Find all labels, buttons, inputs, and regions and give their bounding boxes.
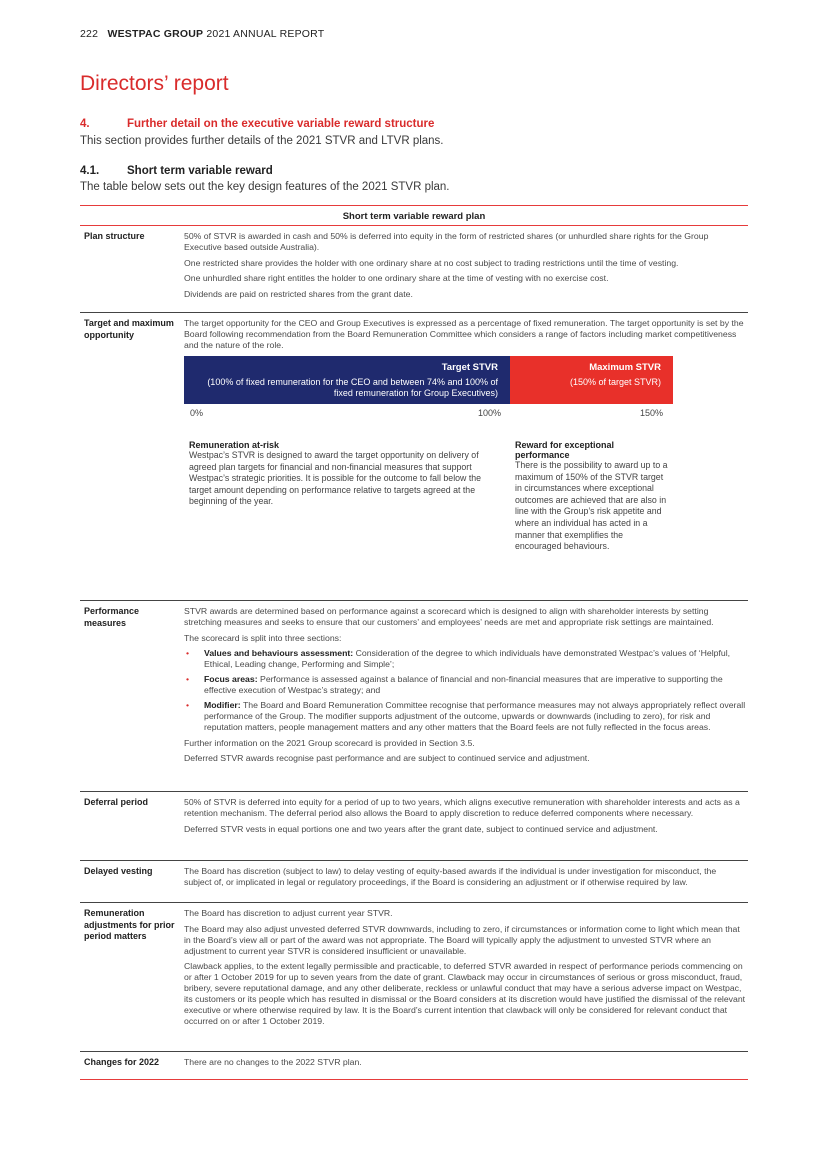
running-header	[80, 28, 324, 40]
list-item-heading: Focus areas:	[204, 674, 258, 684]
list-item-heading: Values and behaviours assessment:	[204, 648, 354, 658]
row-label-performance: Performance measures	[84, 606, 140, 628]
remuneration-at-risk-text: Westpac’s STVR is designed to award the target opportunity on delivery of agreed plan targets for financial and non-financial measures that support Westpac’s strategic priorities. It is possible for the outcome to fall below the target amount depending on performance relative to targets agreed at the beginning of the year.	[189, 450, 482, 507]
list-item-text: Consideration of the degree to which individuals have demonstrated Westpac’s values of ‘Helpful, Ethical, Leading change, Performing and Simple’;	[204, 648, 731, 669]
paragraph: The target opportunity for the CEO and Group Executives is expressed as a percentage of fixed remuneration. The target opportunity is set by the Board following recommendation from the Board Remuneration Committee which considers a range of factors including market competitiveness and the nature of the role.	[184, 318, 744, 350]
row-text-delayed	[184, 866, 746, 893]
remuneration-at-risk-block	[189, 440, 497, 508]
subsection-heading	[80, 165, 273, 177]
target-stvr-desc: (100% of fixed remuneration for the CEO and between 74% and 100% of fixed remuneration for Group Executives)	[207, 377, 498, 398]
list-item	[184, 700, 746, 733]
row-text-adjustments	[184, 908, 746, 1032]
maximum-stvr-desc: (150% of target STVR)	[569, 377, 661, 387]
page-title: Directors’ report	[80, 72, 229, 95]
table-title: Short term variable reward plan	[342, 211, 486, 222]
page-number: 222	[80, 28, 99, 40]
section-intro: This section provides further details of the 2021 STVR and LTVR plans.	[80, 135, 444, 147]
paragraph: Deferred STVR awards recognise past performance and are subject to continued service and adjustment.	[184, 753, 590, 763]
maximum-stvr-bar	[510, 356, 673, 404]
row-divider	[80, 312, 748, 313]
maximum-stvr-title: Maximum STVR	[589, 362, 661, 373]
row-divider	[80, 791, 748, 792]
subsection-title: Short term variable reward	[127, 165, 273, 177]
bullet-icon: •	[186, 674, 190, 684]
table-bottom-rule	[80, 1079, 748, 1080]
paragraph: Clawback applies, to the extent legally permissible and practicable, to deferred STVR awarded in respect of performance periods commencing on or after 1 October 2019 for up to seven years from the date of grant. Clawback may occur in circumstances of serious or gross misconduct, fraud, bribery, severe reputational damage, and any other deliberate, reckless or unlawful conduct that may have a serious adverse impact on Westpac, its customers or its people which has resulted in dismissal or the Board considers at its discretion would have justified the dismissal of the relevant executive or where otherwise required by law. It is the Board’s current intention that clawback will only be considered for relevant conduct that occurred on or after 1 October 2019.	[184, 961, 746, 1026]
company-name: WESTPAC GROUP	[107, 28, 204, 40]
bullet-icon: •	[186, 648, 190, 658]
paragraph: One restricted share provides the holder with one ordinary share at no cost subject to trading restrictions until the time of vesting.	[184, 257, 679, 268]
paragraph: Dividends are paid on restricted shares from the grant date.	[184, 288, 413, 299]
target-stvr-title: Target STVR	[441, 362, 498, 373]
paragraph: There are no changes to the 2022 STVR plan.	[184, 1057, 362, 1067]
row-text-deferral	[184, 797, 746, 839]
paragraph: 50% of STVR is deferred into equity for a period of up to two years, which aligns executive remuneration with shareholder interests and acts as a retention mechanism. The deferral period also allows the Board to apply discretion to reduce deferred components where necessary.	[184, 797, 740, 818]
subsection-intro: The table below sets out the key design features of the 2021 STVR plan.	[80, 181, 450, 193]
paragraph: 50% of STVR is awarded in cash and 50% is deferred into equity in the form of restricted shares (or unhurdled share rights for the Group Executive based outside Australia).	[184, 231, 709, 252]
list-item-text: The Board and Board Remuneration Committee recognise that performance measures may not always appropriately reflect overall performance of the Group. The modifier supports adjustment of the outcome, upwards or downwards (including to zero), for risk and reputation matters, people management matters and any other matters that the Board feels are not fully reflected in the focus areas.	[204, 700, 746, 732]
paragraph: Deferred STVR vests in equal portions one and two years after the grant date, subject to continued service and adjustment.	[184, 823, 658, 834]
section-title: Further detail on the executive variable reward structure	[127, 118, 435, 130]
row-label-target: Target and maximum opportunity	[84, 318, 174, 340]
table-top-rule	[80, 205, 748, 206]
row-label-deferral: Deferral period	[84, 797, 149, 807]
row-divider	[80, 860, 748, 861]
section-number: 4.	[80, 118, 90, 130]
tick-150: 150%	[640, 408, 664, 418]
row-text-plan-structure	[184, 231, 746, 304]
row-text-target	[184, 318, 746, 356]
exceptional-performance-text: There is the possibility to award up to a maximum of 150% of the STVR target in circumstances where exceptional outcomes are achieved that are also in line with the Group’s risk appetite and where an individual has acted in a manner that exemplifies the encouraged behaviours.	[515, 460, 668, 552]
exceptional-performance-block	[515, 440, 671, 553]
table-header-rule	[80, 225, 748, 226]
remuneration-at-risk-heading: Remuneration at-risk	[189, 440, 280, 450]
paragraph: The Board has discretion to adjust current year STVR.	[184, 908, 393, 918]
target-stvr-bar	[184, 356, 510, 404]
list-item-text: Performance is assessed against a balance of financial and non-financial measures that are imperative to supporting the effective execution of Westpac’s strategy; and	[204, 674, 723, 695]
row-divider	[80, 1051, 748, 1052]
scorecard-list	[184, 648, 746, 733]
row-divider	[80, 902, 748, 903]
paragraph: The scorecard is split into three sections:	[184, 632, 342, 643]
row-text-changes	[184, 1057, 746, 1073]
row-label-changes: Changes for 2022	[84, 1057, 160, 1067]
row-label-plan-structure: Plan structure	[84, 231, 145, 241]
report-name: 2021 ANNUAL REPORT	[206, 28, 325, 40]
row-text-performance	[184, 606, 746, 769]
paragraph: STVR awards are determined based on performance against a scorecard which is designed to align with shareholder interests by setting stretching measures and seeks to ensure that our customers’ and employees’ needs are met and appropriate risk settings are maintained.	[184, 606, 714, 627]
tick-100: 100%	[478, 408, 502, 418]
paragraph: One unhurdled share right entitles the holder to one ordinary share at the time of vesting with no exercise cost.	[184, 273, 609, 283]
exceptional-performance-heading: Reward for exceptional performance	[515, 440, 615, 460]
tick-0: 0%	[190, 408, 204, 418]
list-item-heading: Modifier:	[204, 700, 241, 710]
row-label-delayed: Delayed vesting	[84, 866, 153, 876]
subsection-number: 4.1.	[80, 165, 100, 177]
row-label-adjustments: Remuneration adjustments for prior period matters	[84, 908, 175, 941]
list-item	[184, 648, 746, 670]
bullet-icon: •	[186, 700, 190, 710]
paragraph: The Board may also adjust unvested deferred STVR downwards, including to zero, if circumstances or information come to light which mean that in the Board’s view all or part of the award was not appropriate. The Board will typically apply the adjustment to unvested STVR where an adjustment to current year STVR is considered insufficient or unavailable.	[184, 923, 740, 956]
list-item	[184, 674, 746, 696]
section-heading	[80, 118, 434, 130]
paragraph: Further information on the 2021 Group scorecard is provided in Section 3.5.	[184, 737, 475, 748]
row-divider	[80, 600, 748, 601]
paragraph: The Board has discretion (subject to law) to delay vesting of equity-based awards if the individual is under investigation for misconduct, the subject of, or implicated in legal or regulatory proceedings, if the Board is considering an adjustment or if otherwise required by law.	[184, 866, 717, 887]
